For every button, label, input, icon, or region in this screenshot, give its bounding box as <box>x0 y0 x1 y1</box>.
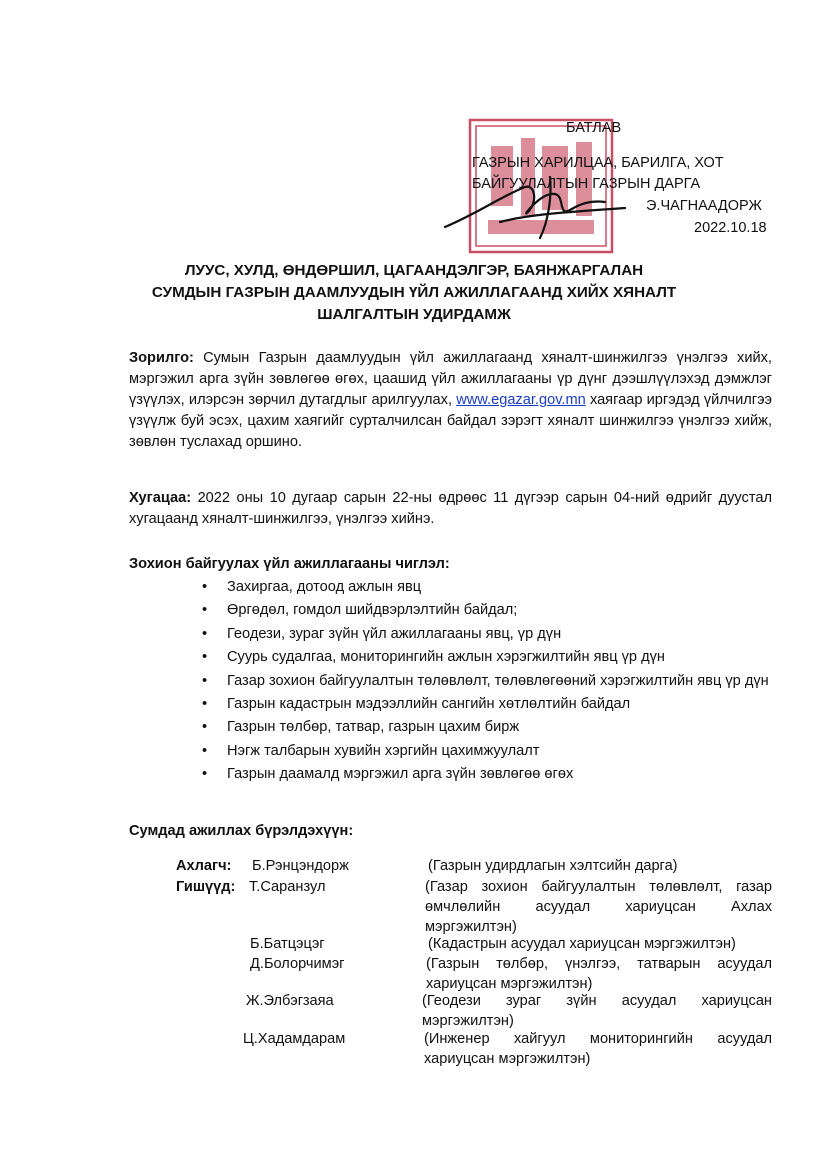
list-item: • Газар зохион байгуулалтын төлөвлөлт, төлөвлөгөөний хэрэгжилтийн явц үр дүн <box>202 672 769 689</box>
period-label: Хугацаа: <box>129 490 192 506</box>
approver-position-line2: БАЙГУУЛАЛТЫН ГАЗРЫН ДАРГА <box>472 176 701 192</box>
team-heading: Сумдад ажиллах бүрэлдэхүүн: <box>129 823 354 839</box>
members-label: Гишүүд: <box>176 879 236 895</box>
bullet-icon: • <box>202 719 208 736</box>
document-title <box>100 260 728 326</box>
bullet-icon: • <box>202 766 208 783</box>
member-role: (Газар зохион байгуулалтын төлөвлөлт, газар өмчлөлийн асуудал хариуцсан Ахлах мэргэжилтэн) <box>425 879 772 935</box>
member-name: Д.Болорчимэг <box>250 956 345 972</box>
member-name: Ц.Хадамдарам <box>243 1031 346 1047</box>
directions-list <box>129 577 787 788</box>
member-name: Б.Батцэцэг <box>250 936 325 952</box>
period-text: 2022 оны 10 дугаар сарын 22-ны өдрөөс 11 дүгээр сарын 04-ний өдрийг дуустал хугацаанд хяналт-шинжилгээ, үнэлгээ хийнэ. <box>129 490 772 527</box>
bullet-icon: • <box>202 602 208 619</box>
list-item: • Газрын кадастрын мэдээллийн сангийн хөтлөлтийн байдал <box>202 695 631 712</box>
goal-text-cont: хаягаар иргэдэд үйлчилгээ үзүүлж буй эсэх, цахим хаягийг сурталчилсан байдал зэрэгт хяналт шинжилгээ үнэлгээ хийж, зөвлөн туслахад оршино. <box>129 392 772 450</box>
title-line-3: ШАЛГАЛТЫН УДИРДАМЖ <box>317 306 511 323</box>
leader-role: (Газрын удирдлагын хэлтсийн дарга) <box>428 858 678 874</box>
bullet-icon: • <box>202 625 208 642</box>
goal-paragraph <box>129 348 772 453</box>
title-line-1: ЛУУС, ХУЛД, ӨНДӨРШИЛ, ЦАГААНДЭЛГЭР, БАЯНЖАРГАЛАН <box>184 262 644 279</box>
member-role: (Газрын төлбөр, үнэлгээ, татварын асуудал хариуцсан мэргэжилтэн) <box>426 956 772 992</box>
approve-label: БАТЛАВ <box>566 120 622 136</box>
bullet-icon: • <box>202 742 208 759</box>
list-item: • Суурь судалгаа, мониторингийн ажлын хэрэгжилтийн явц үр дүн <box>202 649 665 666</box>
list-item: • Нэгж талбарын хувийн хэргийн цахимжуулалт <box>202 742 540 759</box>
member-name: Ж.Элбэгзаяа <box>246 993 334 1009</box>
approver-name: Э.ЧАГНААДОРЖ <box>646 198 762 214</box>
list-item: • Захиргаа, дотоод ажлын явц <box>202 579 422 595</box>
directions-heading: Зохион байгуулах үйл ажиллагааны чиглэл: <box>129 556 450 572</box>
bullet-icon: • <box>202 649 208 666</box>
leader-name: Б.Рэнцэндорж <box>252 858 349 874</box>
list-item: • Өргөдөл, гомдол шийдвэрлэлтийн байдал; <box>202 602 518 619</box>
member-name: Т.Саранзул <box>249 879 326 895</box>
list-item: • Газрын төлбөр, татвар, газрын цахим бирж <box>202 719 520 736</box>
approver-position-line1: ГАЗРЫН ХАРИЛЦАА, БАРИЛГА, ХОТ <box>472 155 724 171</box>
member-role: (Кадастрын асуудал хариуцсан мэргэжилтэн) <box>428 936 736 952</box>
egazar-link[interactable]: www.egazar.gov.mn <box>456 392 586 408</box>
bullet-icon: • <box>202 695 208 712</box>
bullet-icon: • <box>202 672 208 689</box>
bullet-icon: • <box>202 579 208 595</box>
goal-label: Зорилго: <box>129 350 194 366</box>
list-item: • Газрын даамалд мэргэжил арга зүйн зөвлөгөө өгөх <box>202 766 574 783</box>
list-item: • Геодези, зураг зүйн үйл ажиллагааны явц, үр дүн <box>202 625 562 642</box>
member-role: (Инженер хайгуул мониторингийн асуудал хариуцсан мэргэжилтэн) <box>424 1031 772 1067</box>
leader-label: Ахлагч: <box>176 858 232 874</box>
period-paragraph <box>129 488 772 530</box>
goal-text: Сумын Газрын даамлуудын үйл ажиллагаанд хяналт-шинжилгээ үнэлгээ хийх, мэргэжил арга зүйн зөвлөгөө өгөх, цаашид үйл ажиллагааны үр дүнг дээшлүүлэхэд дэмжлэг үзүүлэх, илэрсэн зөрчил дутагдлыг арилгуулах, <box>129 350 772 408</box>
title-line-2: СУМДЫН ГАЗРЫН ДААМЛУУДЫН ҮЙЛ АЖИЛЛАГААНД ХИЙХ ХЯНАЛТ <box>151 284 677 301</box>
member-role: (Геодези зураг зүйн асуудал хариуцсан мэргэжилтэн) <box>422 993 772 1029</box>
approval-date: 2022.10.18 <box>694 220 767 236</box>
